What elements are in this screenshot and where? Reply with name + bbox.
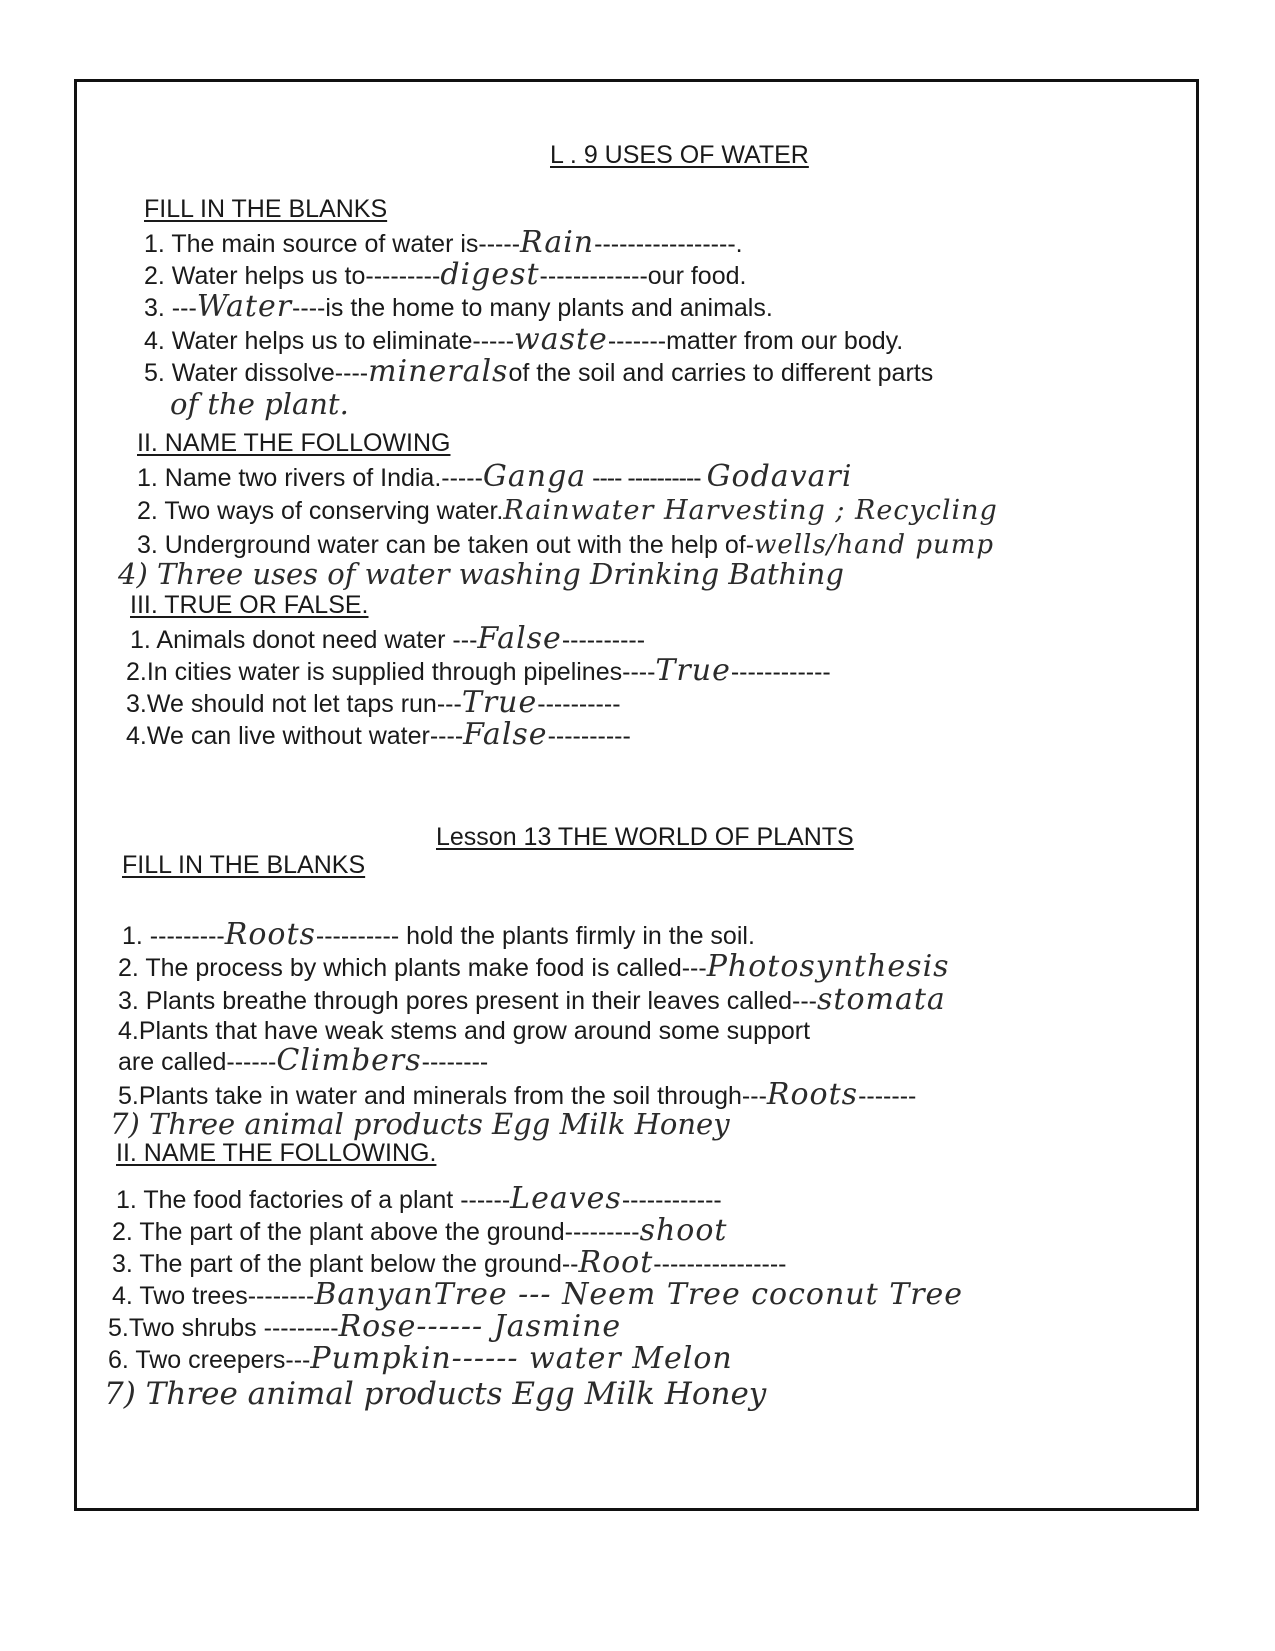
- question-text: 2. Water helps us to---------: [144, 262, 441, 290]
- question-text: --------: [421, 1048, 489, 1076]
- handwritten-answer: False: [477, 621, 562, 656]
- question-text: 3. Plants breathe through pores present in their leaves called---: [118, 987, 817, 1015]
- question-text: 5.Two shrubs ---------: [108, 1314, 339, 1342]
- question-text: 3.We should not let taps run---: [126, 690, 462, 718]
- question-text: -------matter from our body.: [607, 327, 904, 355]
- question-text: 4. Two trees--------: [112, 1282, 315, 1310]
- question-text: 2. The part of the plant above the ground---------: [112, 1218, 640, 1246]
- question-text: 4.Plants that have weak stems and grow around some support: [118, 1017, 811, 1045]
- question-text: 1. ---------: [122, 922, 225, 950]
- s1-tf-3: [126, 685, 621, 720]
- s2-name-5: [108, 1309, 622, 1344]
- section1-fill-heading: FILL IN THE BLANKS: [144, 195, 388, 223]
- s2-name-2: [112, 1213, 728, 1248]
- question-text: 4. Water helps us to eliminate-----: [144, 327, 515, 355]
- handwritten-answer: BanyanTree: [314, 1277, 508, 1312]
- s1-tf-2: [126, 653, 831, 688]
- s1-fill-5: [144, 354, 934, 389]
- handwritten-answer: ------ water Melon: [451, 1341, 733, 1376]
- handwritten-answer: ------ Jasmine: [416, 1309, 622, 1344]
- question-text: ----------: [547, 722, 631, 750]
- s2-fill-2: [118, 949, 950, 984]
- question-text: 6. Two creepers---: [108, 1346, 311, 1374]
- handwritten-answer: Leaves: [510, 1181, 622, 1216]
- handwritten-extra-line: 7) Three animal products Egg Milk Honey: [104, 1376, 767, 1412]
- s2-name-3: [112, 1245, 787, 1280]
- question-text: ----is the home to many plants and animals.: [292, 294, 773, 322]
- handwritten-continuation: of the plant.: [170, 387, 349, 421]
- question-text: are called------: [118, 1048, 277, 1076]
- s2-fill-4b: [118, 1043, 489, 1078]
- section2-name-heading: II. NAME THE FOLLOWING.: [116, 1139, 437, 1167]
- question-text: ----------: [561, 626, 646, 654]
- question-text: -----------------.: [594, 230, 743, 258]
- question-text: ----------: [537, 690, 621, 718]
- question-text: 1. Name two rivers of India.-----: [137, 464, 483, 492]
- s1-fill-3: [144, 289, 773, 324]
- handwritten-answer: minerals: [368, 354, 509, 389]
- question-text: ---------- hold the plants firmly in the soil.: [315, 922, 755, 950]
- handwritten-answer: Pumpkin: [310, 1341, 452, 1376]
- question-text: 2.In cities water is supplied through pipelines----: [126, 658, 656, 686]
- handwritten-extra-line: 4) Three uses of water washing Drinking Bathing: [118, 557, 844, 591]
- s1-name-1: 1. Name two rivers of India.-----Ganga ---- ---------- Godavari: [137, 459, 853, 494]
- handwritten-answer: True: [461, 685, 538, 720]
- handwritten-extra-line: 7) Three animal products Egg Milk Honey: [110, 1107, 730, 1141]
- question-text: ------------: [730, 658, 831, 686]
- question-text: 5.Plants take in water and minerals from the soil through---: [118, 1082, 767, 1110]
- question-text: 3. ---: [144, 294, 197, 322]
- s1-name-3: [137, 530, 994, 560]
- section2-fill-heading: FILL IN THE BLANKS: [122, 851, 366, 879]
- handwritten-answer: Roots: [766, 1077, 859, 1112]
- question-text: -------------our food.: [539, 262, 747, 290]
- s2-fill-1: [122, 917, 755, 952]
- handwritten-answer: Climbers: [276, 1043, 422, 1078]
- question-text: -------: [858, 1082, 917, 1110]
- question-text: 2. The process by which plants make food is called---: [118, 954, 707, 982]
- s2-name-1: [116, 1181, 722, 1216]
- question-text: 4.We can live without water----: [126, 722, 464, 750]
- s1-name-2: [137, 496, 998, 526]
- question-text: of the soil and carries to different parts: [508, 359, 934, 387]
- section1-name-heading: II. NAME THE FOLLOWING: [137, 429, 451, 457]
- question-text: 1. The main source of water is-----: [144, 230, 521, 258]
- handwritten-answer: shoot: [639, 1213, 728, 1248]
- s1-fill-1: [144, 225, 743, 260]
- s1-fill-2: [144, 257, 747, 292]
- question-text: 3. The part of the plant below the ground--: [112, 1250, 579, 1278]
- s1-fill-4: [144, 322, 904, 357]
- s1-tf-1: [130, 621, 646, 656]
- question-text: 1. The food factories of a plant ------: [116, 1186, 511, 1214]
- handwritten-answer: wells/hand pump: [754, 530, 995, 560]
- handwritten-answer: digest: [440, 257, 540, 292]
- handwritten-answer: Godavari: [706, 459, 853, 494]
- handwritten-answer: waste: [514, 322, 608, 357]
- handwritten-answer: --- Neem Tree coconut Tree: [507, 1277, 964, 1312]
- question-text: 3. Underground water can be taken out with the help of-: [137, 531, 755, 559]
- section1-tf-heading: III. TRUE OR FALSE.: [130, 591, 369, 619]
- handwritten-answer: Photosynthesis: [706, 949, 950, 984]
- section2-title: Lesson 13 THE WORLD OF PLANTS: [436, 823, 854, 851]
- section1-title: L . 9 USES OF WATER: [550, 141, 809, 169]
- s2-name-4: [112, 1277, 964, 1312]
- handwritten-answer: True: [655, 653, 731, 688]
- handwritten-answer: Ganga: [482, 459, 587, 494]
- s2-fill-4: [118, 1016, 810, 1046]
- handwritten-answer: Rain: [520, 225, 595, 260]
- handwritten-answer: Root: [578, 1245, 654, 1280]
- question-text: 1. Animals donot need water ---: [130, 626, 478, 654]
- s2-fill-3: [118, 982, 946, 1017]
- question-text: 2. Two ways of conserving water.: [137, 497, 504, 525]
- handwritten-answer: Water: [196, 289, 293, 324]
- question-text: 5. Water dissolve----: [144, 359, 369, 387]
- question-text: ------------: [621, 1186, 722, 1214]
- handwritten-answer: Roots: [224, 917, 316, 952]
- s2-name-6: [108, 1341, 733, 1376]
- question-text: ----------------: [653, 1250, 787, 1278]
- handwritten-answer: Rose: [338, 1309, 417, 1344]
- handwritten-answer: False: [463, 717, 548, 752]
- handwritten-answer: stomata: [817, 982, 946, 1017]
- s1-tf-4: [126, 717, 631, 752]
- handwritten-answer: Rainwater Harvesting ; Recycling: [503, 495, 998, 526]
